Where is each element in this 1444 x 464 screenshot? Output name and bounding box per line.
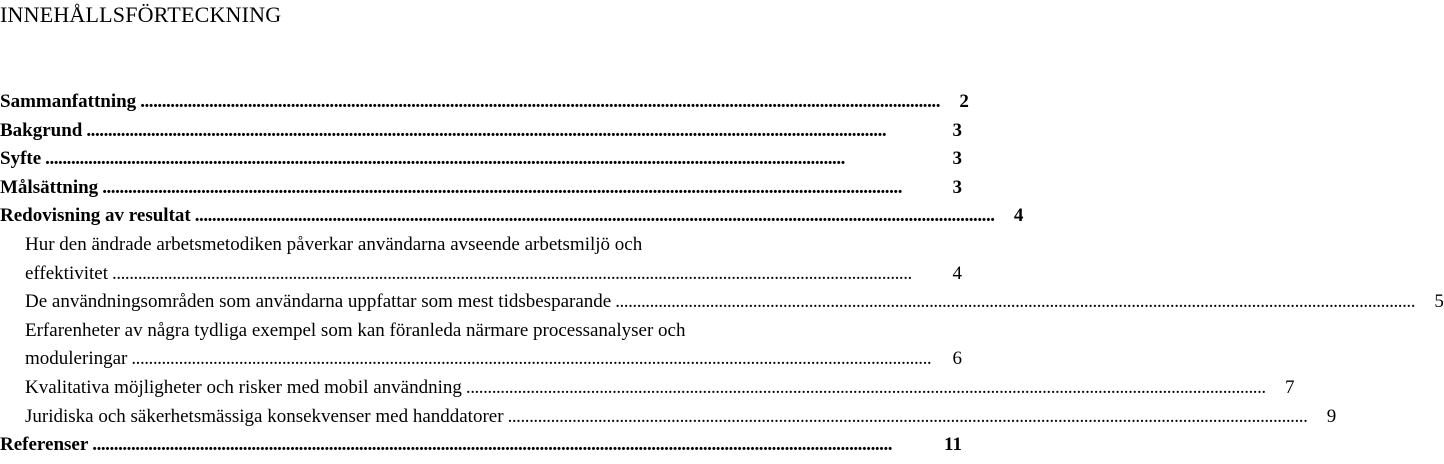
page-number: 4 (1013, 205, 1024, 227)
page-number: 3 (952, 148, 962, 170)
page-title: INNEHÅLLSFÖRTECKNING (0, 2, 282, 27)
toc-entry-kvalitativa[interactable] (0, 374, 1295, 403)
toc-entry-syfte[interactable] (0, 145, 962, 174)
dot-leader (466, 374, 1264, 403)
toc-entry-label: moduleringar (25, 348, 128, 370)
page-number: 6 (952, 348, 962, 370)
page-number: 7 (1285, 376, 1295, 398)
toc-entry-arbetsmiljo[interactable] (0, 231, 962, 288)
dot-leader (102, 174, 931, 203)
toc-entry-label: Juridiska och säkerhetsmässiga konsekvenser med handdatorer (25, 405, 504, 427)
page-number: 2 (959, 91, 969, 112)
page-number: 5 (1434, 291, 1444, 313)
toc-entry-label: Bakgrund (0, 119, 83, 141)
toc-entry-label-line-1: Hur den ändrade arbetsmetodiken påverkar användarna avseende arbetsmiljö och (25, 233, 643, 255)
toc-entry-referenser[interactable] (0, 431, 962, 460)
dot-leader (92, 431, 931, 460)
dot-leader (86, 117, 931, 146)
toc-entry-label: Kvalitativa möjligheter och risker med mobil användning (25, 376, 462, 398)
page-number: 9 (1326, 405, 1337, 427)
toc-entry-label: Redovisning av resultat (0, 205, 191, 227)
dot-leader (45, 145, 931, 174)
dot-leader (615, 288, 1413, 317)
toc-entry-bakgrund[interactable] (0, 117, 962, 146)
dot-leader (131, 345, 931, 374)
toc-entry-sammanfattning[interactable] (0, 88, 969, 117)
toc-entry-label: Referenser (0, 434, 89, 456)
toc-entry-label-line-1: Erfarenheter av några tydliga exempel som kan föranleda närmare processanalyser och (25, 319, 686, 341)
toc-entry-label: Sammanfattning (0, 91, 137, 112)
toc-entry-label: Målsättning (0, 176, 99, 198)
table-of-contents (0, 88, 1444, 460)
page-number: 4 (952, 262, 962, 284)
dot-leader (140, 88, 938, 117)
toc-entry-erfarenheter[interactable] (0, 317, 962, 374)
toc-entry-label: Syfte (0, 148, 42, 170)
toc-entry-malsattning[interactable] (0, 174, 962, 203)
page-number: 3 (952, 176, 962, 198)
page-number: 3 (952, 119, 962, 141)
page-number: 11 (944, 434, 962, 456)
dot-leader (195, 202, 993, 231)
dot-leader (112, 260, 931, 289)
toc-entry-label: effektivitet (25, 262, 109, 284)
toc-entry-label: De användningsområden som användarna uppfattar som mest tidsbesparande (25, 291, 612, 313)
toc-entry-juridiska[interactable] (0, 403, 1337, 432)
toc-entry-anvandningsomraden[interactable] (0, 288, 1444, 317)
toc-entry-redovisning[interactable] (0, 202, 1024, 231)
dot-leader (508, 403, 1306, 432)
